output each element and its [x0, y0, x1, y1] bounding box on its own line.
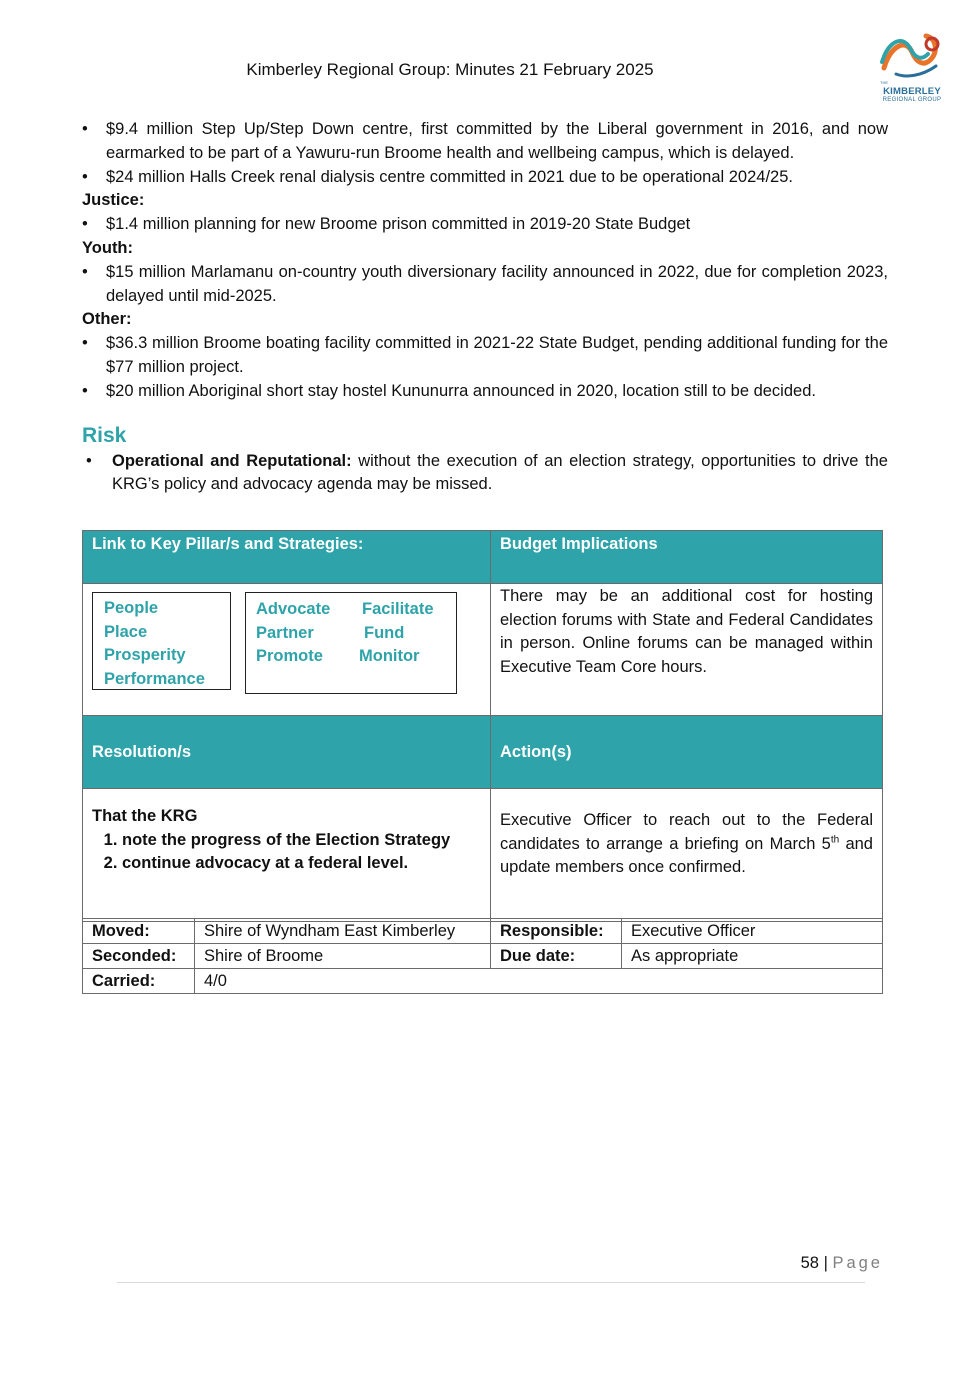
- pillars-cell: [83, 584, 491, 716]
- pillar-item: Performance: [104, 669, 205, 688]
- resolution-list: [92, 829, 481, 876]
- budget-text: There may be an additional cost for hosting election forums with State and Federal Candidates in person. Online forums can be managed within Executive Team Core hours.: [500, 587, 873, 676]
- page-word: Page: [832, 1254, 883, 1272]
- seconded-value: Shire of Broome: [195, 944, 491, 969]
- list-item: • $24 million Halls Creek renal dialysis centre committed in 2021 due to be operational 2024/25.: [82, 166, 888, 190]
- page-footer: [600, 1254, 883, 1273]
- resolution-cell: [83, 789, 491, 922]
- pillars-box: [92, 592, 231, 690]
- resolution-intro: That the KRG: [92, 807, 198, 825]
- page-number: 58: [800, 1254, 819, 1272]
- pillar-item: People: [104, 599, 159, 617]
- resolution-header: Resolution/s: [83, 716, 491, 789]
- list-item: • $9.4 million Step Up/Step Down centre, first committed by the Liberal government in 2016, and now earmarked to be part of a Yawuru-run Broome health and wellbeing campus, which is delayed.: [82, 118, 888, 166]
- risk-item: [82, 450, 888, 498]
- resolution-item: 2. continue advocacy at a federal level.: [122, 852, 481, 876]
- risk-label: Operational and Reputational:: [112, 451, 352, 470]
- strategy-item: Monitor: [359, 647, 420, 665]
- pillars-budget-table: [82, 530, 883, 922]
- strategy-item: Advocate: [256, 600, 331, 618]
- section-heading-justice: Justice:: [82, 191, 145, 210]
- logo-subtext: REGIONAL GROUP: [882, 97, 942, 103]
- list-item: • $1.4 million planning for new Broome prison committed in 2019-20 State Budget: [82, 213, 888, 237]
- pillars-header: Link to Key Pillar/s and Strategies:: [83, 531, 491, 584]
- moved-value: Shire of Wyndham East Kimberley: [195, 919, 491, 944]
- kimberley-logo: [876, 28, 948, 108]
- carried-value: 4/0: [195, 969, 883, 994]
- action-cell: [491, 789, 883, 922]
- strategy-item: Fund: [364, 623, 405, 642]
- body-content: [82, 118, 888, 497]
- risk-text: without the execution of an election strategy, opportunities to drive the KRG’s policy and advocacy agenda may be missed.: [112, 451, 888, 494]
- due-date-label: Due date:: [491, 944, 622, 969]
- page-separator: |: [818, 1254, 833, 1272]
- section-heading-youth: Youth:: [82, 238, 134, 257]
- pillar-item: Place: [104, 622, 148, 641]
- seconded-label: Seconded:: [83, 944, 195, 969]
- risk-heading: Risk: [82, 423, 127, 447]
- page-header-title: Kimberley Regional Group: Minutes 21 February 2025: [246, 60, 654, 79]
- strategy-item: Promote: [256, 647, 323, 665]
- carried-label: Carried:: [83, 969, 195, 994]
- section-heading-other: Other:: [82, 310, 132, 329]
- responsible-label: Responsible:: [491, 919, 622, 944]
- moved-label: Moved:: [83, 919, 195, 944]
- strategy-item: Facilitate: [362, 600, 434, 618]
- signoff-table: [82, 918, 883, 994]
- resolution-item: 1. note the progress of the Election Strategy: [122, 829, 481, 853]
- budget-cell: [491, 584, 883, 716]
- responsible-value: Executive Officer: [622, 919, 883, 944]
- action-text-block: [491, 789, 882, 880]
- budget-header: Budget Implications: [491, 531, 883, 584]
- list-item: • $20 million Aboriginal short stay hostel Kununurra announced in 2020, location still to be decided.: [82, 380, 888, 404]
- footer-divider: [117, 1282, 865, 1283]
- logo-swirl-icon: [876, 28, 948, 84]
- action-text-end: and update members once confirmed.: [500, 834, 873, 876]
- list-item: • $36.3 million Broome boating facility committed in 2021-22 State Budget, pending additional funding for the $77 million project.: [82, 332, 888, 380]
- action-sup: th: [830, 834, 840, 845]
- logo-name-text: KIMBERLEY: [883, 86, 941, 97]
- list-item: • $15 million Marlamanu on-country youth diversionary facility announced in 2022, due for completion 2023, delayed until mid-2025.: [82, 261, 888, 309]
- due-date-value: As appropriate: [622, 944, 883, 969]
- logo-the-text: THE: [880, 80, 888, 85]
- strategies-box: [245, 592, 457, 694]
- strategy-item: Partner: [256, 623, 314, 642]
- action-header: Action(s): [491, 716, 883, 789]
- action-text: Executive Officer to reach out to the Federal candidates to arrange a briefing on March 5: [500, 811, 873, 853]
- pillar-item: Prosperity: [104, 646, 186, 664]
